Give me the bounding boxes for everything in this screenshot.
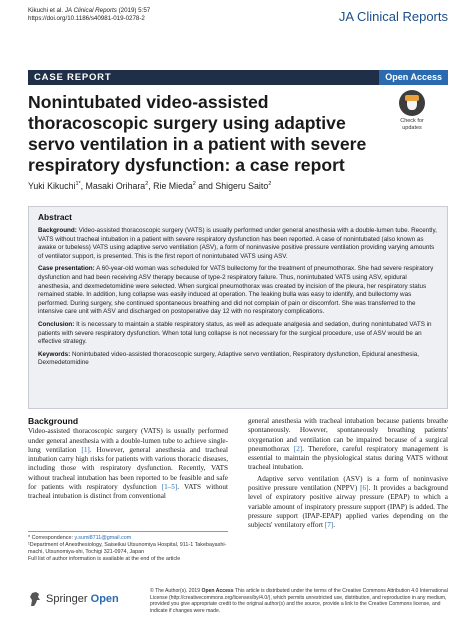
author-name[interactable]: Rie Mieda (153, 181, 193, 191)
check-updates-label: Check for updates (400, 118, 424, 131)
article-type-banner (28, 70, 448, 85)
citation-link[interactable]: [7] (324, 521, 334, 530)
abstract-box (28, 206, 448, 409)
citation-link[interactable]: [6] (360, 484, 369, 493)
publisher-logo: Springer Open (28, 590, 128, 610)
doi-link[interactable]: https://doi.org/10.1186/s40981-019-0278-2 (28, 15, 145, 22)
check-updates-icon (399, 90, 425, 116)
abstract-case-presentation: Case presentation: A 60-year-old woman was scheduled for VATS bullectomy for the treatment of pneumothorax. She had severe respiratory dysfunction and had been receiving ASV therapy because of type-2 respiratory failure. Thus, nonintubated VATS using ASV, epidural anesthesia, and dexmedetomidine were selected. When surgical pneumothorax was created by incision of the pleura, her respiratory status remained stable. In addition, lung collapse was easily induced at operation. The leaking bulla was easy to identify, and bullectomy was performed. During surgery, she continued spontaneous breathing and did not complain of pain or discomfort. She was transferred to the intensive care unit with ASV and discharged on postoperative day 12 with no respiratory complications. (38, 265, 434, 316)
abstract-heading: Abstract (38, 212, 72, 222)
author-name[interactable]: Shigeru Saito (215, 181, 269, 191)
author-info-note: Full list of author information is available at the end of the article (28, 556, 181, 562)
journal-name: JA Clinical Reports (338, 9, 448, 24)
check-for-updates-button[interactable] (392, 90, 432, 131)
section-heading-background: Background (28, 416, 79, 426)
author-name[interactable]: Masaki Orihara (85, 181, 146, 191)
article-type-label: CASE REPORT (34, 72, 112, 83)
citation-link[interactable]: [1] (81, 445, 90, 454)
abstract-keywords: Keywords: Nonintubated video-assisted thoracoscopic surgery, Adaptive servo ventilation, Respiratory dysfunction, Epidural anesthesia, Dexmedetomidine (38, 350, 420, 367)
author-list: Yuki Kikuchi$^{1*}$, Masaki Orihara$^2$, Rie Mieda$^2$ and Shigeru Saito$^2$ (28, 181, 272, 191)
license-statement: © The Author(s). 2019 Open Access This article is distributed under the terms of the Creative Commons Attribution 4.0 International License (http://creativecommons.org/licenses/by/4.0/), which permits unrestricted use, distribution, and reproduction in any medium, provided you give appropriate credit to the original author(s) and the source, provide a link to the Creative Commons license, and indicate if changes were made. (150, 588, 448, 614)
author-name[interactable]: Yuki Kikuchi (28, 181, 76, 191)
correspondence-footnote: * Correspondence: y.sumi8711@gmail.com ¹Department of Anesthesiology, Saiseikai Utsunomiya Hospital, 911-1 Takebayashi-machi, Utsunomiya-shi, Tochigi 321-0974, Japan Full list of author information is available at the end of the article (28, 531, 228, 563)
citation-link[interactable]: [2] (293, 444, 303, 453)
email-link[interactable]: y.sumi8711@gmail.com (74, 535, 132, 541)
citation-link[interactable]: [1–5] (161, 483, 178, 492)
body-paragraph: Video-assisted thoracoscopic surgery (VATS) is usually performed under general anesthesia with a double-lumen tube to achieve single-lung ventilation [1]. However, general anesthesia and tracheal intubation carry high risks for patients with various thoracic diseases, including those with respiratory dysfunction. Recently, VATS without tracheal intubation has been reported to be feasible and safe for patients with respiratory dysfunction [1–5]. VATS without tracheal intubation is distinct from conventional (28, 427, 228, 501)
affiliation: ¹Department of Anesthesiology, Saiseikai Utsunomiya Hospital, 911-1 Takebayashi-machi, Utsunomiya-shi, Tochigi 321-0974, Japan (28, 542, 227, 555)
body-paragraph: Adaptive servo ventilation (ASV) is a form of noninvasive positive pressure ventilation (NPPV) [6]. It provides a background level of expiratory positive airway pressure (EPAP) to which a variable amount of inspiratory pressure support (IPAP) is added. The pressure support (IPAP-EPAP) applied varies depending on the subjects' ventilatory effort [7]. (248, 474, 448, 530)
abstract-conclusion: Conclusion: It is necessary to maintain a stable respiratory status, as well as adequate analgesia and sedation, during nonintubated VATS in patients with severe respiratory dysfunction. When total lung collapse is not necessary for the surgical procedure, use of ASV would be an effective strategy. (38, 320, 432, 346)
abstract-background: Background: Video-assisted thoracoscopic surgery (VATS) is usually performed under general anesthesia with a double-lumen tube. Recently, VATS without tracheal intubation in a patient with severe respiratory dysfunction has been reported. A case of nonintubated (also known as awake or tubeless) VATS using adaptive servo ventilation (ASV), a form of noninvasive positive pressure ventilation providing varying amounts of ventilator support, is presented. This is the first report of nonintubated VATS using ASV. (38, 227, 437, 260)
open-access-badge: Open Access (379, 70, 448, 85)
body-column-left (28, 417, 228, 502)
body-paragraph: general anesthesia with tracheal intubation because patients breathe spontaneously. However, spontaneously breathing patients' oxygenation and ventilation can be impaired because of a surgical pneumothorax [2]. Therefore, careful respiratory management is essential to maintain the physiological status during VATS without tracheal intubation. (248, 417, 448, 472)
springer-horse-icon (28, 591, 42, 607)
running-header-citation: Kikuchi et al. JA Clinical Reports (2019) 5:57 https://doi.org/10.1186/s40981-019-0278-2 (28, 7, 151, 22)
body-column-right (248, 417, 448, 531)
article-title: Nonintubated video-assisted thoracoscopic surgery using adaptive servo ventilation in a patient with severe respiratory dysfunction: a case report (28, 92, 367, 175)
